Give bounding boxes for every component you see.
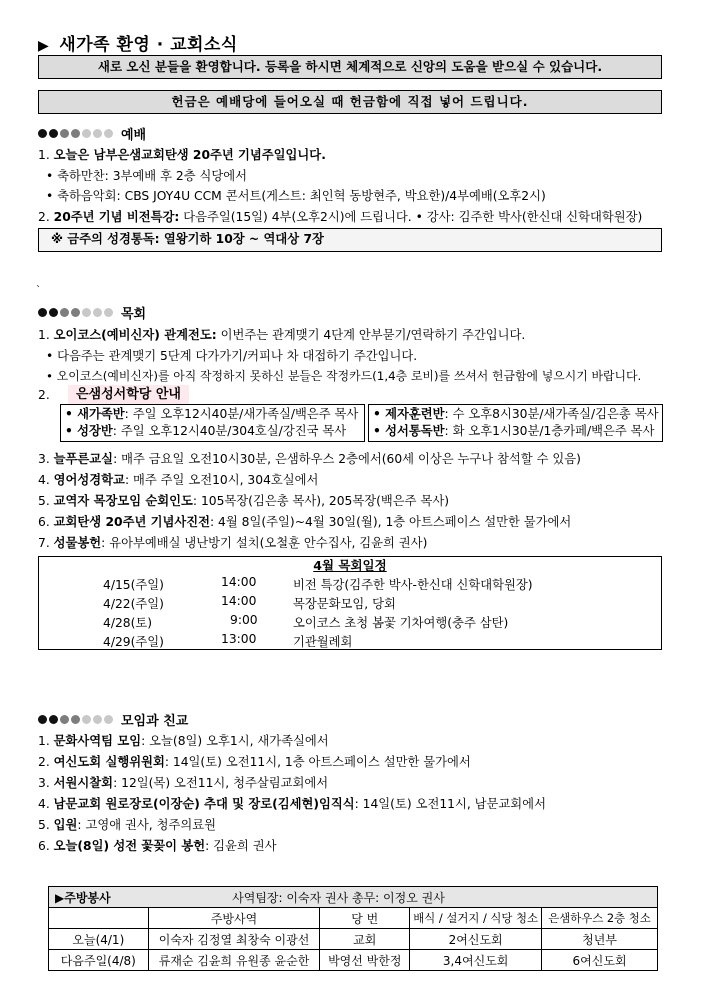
ministry-item-1-sub-1: • 다음주는 관계맺기 5단계 다가가기/커피나 차 대접하기 주간입니다. xyxy=(46,349,418,363)
table-row: 오늘(4/1) 이숙자 김정열 최창숙 이광선 교회 2여신도회 청년부 xyxy=(49,929,658,950)
fellowship-item: 2. 여신도회 실행위원회: 14일(토) 오전11시, 1층 아트스페이스 설만한 물가에서 xyxy=(38,755,471,769)
schedule-row: 4/15(주일) 14:00 비전 특강(김주한 박사-한신대 신학대학원장) xyxy=(103,575,533,592)
page-title xyxy=(38,30,238,55)
schedule-row: 4/28(토) 9:00 오이코스 초청 봄꽃 기차여행(충주 삼탄) xyxy=(103,613,509,630)
ministry-item: 4. 영어성경학교: 매주 주일 오전10시, 304호실에서 xyxy=(38,473,319,487)
april-schedule-box xyxy=(38,556,662,650)
table-row: 다음주일(4/8) 류재순 김윤희 유원종 윤순한 박영선 박한정 3,4여신도회 6여신도회 xyxy=(49,950,658,971)
ministry-item: 3. 늘푸른교실: 매주 금요일 오전10시30분, 은샘하우스 2층에서(60세 이상은 누구나 참석할 수 있음) xyxy=(38,452,581,466)
kitchen-leaders: 사역팀장: 이숙자 권사 총무: 이정오 권사 xyxy=(148,887,657,908)
kitchen-label: ▶주방봉사 xyxy=(49,887,149,908)
kitchen-service-table xyxy=(48,886,658,971)
offering-banner: 헌금은 예배당에 들어오실 때 헌금함에 직접 넣어 드립니다. xyxy=(38,90,662,114)
kitchen-column-headers: 주방사역 당 번 배식 / 설거지 / 식당 청소 은샘하우스 2층 청소 xyxy=(49,908,658,929)
title-arrow-icon: ▶ xyxy=(38,38,50,54)
schedule-title: 4월 목회일정 xyxy=(313,558,387,573)
ministry-item: 5. 교역자 목장모임 순회인도: 105목장(김은총 목사), 205목장(백은주 목사) xyxy=(38,494,450,508)
worship-heading-label: 예배 xyxy=(121,128,147,143)
welcome-banner: 새로 오신 분들을 환영합니다. 등록을 하시면 체계적으로 신앙의 도움을 받으실 수 있습니다. xyxy=(38,55,662,79)
fellowship-heading xyxy=(38,710,188,729)
bible-school-label: 은샘성서학당 안내 xyxy=(68,385,189,405)
ministry-heading xyxy=(38,303,146,322)
ministry-item-2-num: 2. xyxy=(38,388,50,402)
bible-school-right-box xyxy=(368,404,663,442)
section-dots-icon xyxy=(38,715,113,724)
ministry-item: 6. 교회탄생 20주년 기념사진전: 4월 8일(주일)~4월 30일(월), 1층 아트스페이스 설만한 물가에서 xyxy=(38,515,572,529)
fellowship-item: 3. 서원시찰회: 12일(목) 오전11시, 청주살림교회에서 xyxy=(38,776,329,790)
ministry-item-1-sub-2: • 오이코스(예비신자)를 아직 작정하지 못하신 분들은 작정카드(1,4층 로비)를 쓰셔서 헌금함에 넣으시기 바랍니다. xyxy=(46,369,642,383)
section-dots-icon xyxy=(38,129,113,138)
section-dots-icon xyxy=(38,308,113,317)
fellowship-item: 6. 오늘(8일) 성전 꽃꽂이 봉헌: 김윤희 권사 xyxy=(38,839,277,853)
school-class-row: • 제자훈련반: 수 오후8시30분/새가족실/김은총 목사 xyxy=(373,407,659,421)
school-class-row: • 성장반: 주일 오후12시40분/304호실/강진국 목사 xyxy=(65,424,347,438)
stray-mark: ` xyxy=(36,285,41,296)
fellowship-item: 5. 입원: 고영애 권사, 청주의료원 xyxy=(38,818,216,832)
weekly-reading-box: ※ 금주의 성경통독: 열왕기하 10장 ~ 역대상 7장 xyxy=(38,228,662,252)
ministry-item-1: 1. 오이코스(예비신자) 관계전도: 이번주는 관계맺기 4단계 안부묻기/연락하기 주간입니다. xyxy=(38,328,526,342)
worship-item-1-sub-2: • 축하음악회: CBS JOY4U CCM 콘서트(게스트: 최인혁 동방현주, 박요한)/4부예배(오후2시) xyxy=(46,189,546,203)
fellowship-heading-label: 모임과 친교 xyxy=(121,714,189,729)
ministry-item: 7. 성물봉헌: 유아부예배실 냉난방기 설치(오철훈 안수집사, 김윤희 권사) xyxy=(38,536,428,550)
school-class-row: • 성서통독반: 화 오후1시30분/1층카페/백은주 목사 xyxy=(373,424,655,438)
fellowship-item: 1. 문화사역팀 모임: 오늘(8일) 오후1시, 새가족실에서 xyxy=(38,734,329,748)
bible-school-left-box xyxy=(60,404,365,442)
school-class-row: • 새가족반: 주일 오후12시40분/새가족실/백은주 목사 xyxy=(65,407,359,421)
kitchen-header-row xyxy=(49,887,658,908)
title-text: 새가족 환영 · 교회소식 xyxy=(59,35,238,55)
worship-item-1: 1. 오늘은 남부은샘교회탄생 20주년 기념주일입니다. xyxy=(38,148,326,162)
schedule-row: 4/22(주일) 14:00 목장문화모임, 당회 xyxy=(103,594,396,611)
fellowship-item: 4. 남문교회 원로장로(이장순) 추대 및 장로(김세현)임직식: 14일(토) 오전11시, 남문교회에서 xyxy=(38,797,546,811)
worship-item-2: 2. 20주년 기념 비전특강: 다음주일(15일) 4부(오후2시)에 드립니다. • 강사: 김주한 박사(한신대 신학대학원장) xyxy=(38,210,643,224)
schedule-row: 4/29(주일) 13:00 기관월례회 xyxy=(103,632,353,649)
worship-heading xyxy=(38,124,146,143)
worship-item-1-sub-1: • 축하만찬: 3부예배 후 2층 식당에서 xyxy=(46,169,248,183)
ministry-heading-label: 목회 xyxy=(121,307,147,322)
